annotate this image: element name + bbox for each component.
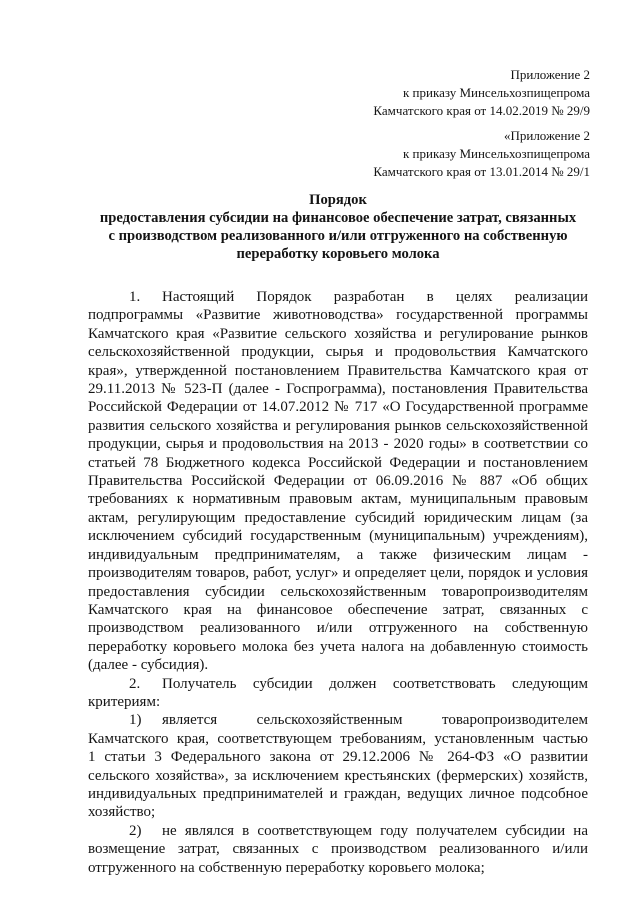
paragraph-first-line [88,675,588,693]
appendix-line: «Приложение 2 [503,128,590,143]
paragraph-line: Правительства Российской Федерации от 06.09.2016 № 887 «Об общих [88,473,588,490]
paragraph-line: развития сельского хозяйства и регулирования рынков сельскохозяйственной [88,417,588,434]
paragraph-line: (далее - субсидия). [88,657,209,674]
paragraph-line: 29.11.2013 № 523-П (далее - Госпрограмма), постановления Правительства [88,381,588,398]
paragraph-line: Настоящий Порядок разработан в целях реализации [162,289,588,305]
paragraph-line: индивидуальным предпринимателям, а также физическим лицам - [88,546,588,563]
title-line: Порядок [309,192,367,208]
title-line: с производством реализованного и/или отгруженного на собственную [108,228,568,244]
appendix-line: Приложение 2 [510,67,590,82]
criterion-number: 1) [129,712,142,729]
appendix-reference-previous [373,127,590,181]
criterion-1 [88,711,588,821]
paragraph-line: Камчатского края, соответствующем требованиям, установленным частью [88,730,588,747]
paragraph-line: края», утвержденной постановлением Правительства Камчатского края от [88,362,588,379]
paragraph-line: индивидуальных предпринимателей и граждан, ведущих личное подсобное [88,785,588,802]
paragraph-first-line [88,288,588,306]
document-body [88,288,588,877]
appendix-line: Камчатского края от 14.02.2019 № 29/9 [373,103,590,118]
paragraph-line: статьей 78 Бюджетного кодекса Российской Федерации и постановлением [88,454,588,471]
title-line: предоставления субсидии на финансовое обеспечение затрат, связанных [99,210,577,226]
paragraph-number: 2. [129,675,141,692]
criterion-number: 2) [129,822,142,839]
document-title [88,191,588,263]
paragraph-line: исключением субсидий государственным (муниципальным) учреждениям), [88,528,588,545]
paragraph-line: 1 статьи 3 Федерального закона от 29.12.2006 № 264-ФЗ «О развитии [88,749,588,766]
paragraph-line: производителям товаров, работ, услуг» и определяет цели, порядок и условия [88,565,588,582]
paragraph-line: продукции, сырья и продовольствия на 2013 - 2020 годы» в соответствии со [88,436,588,453]
criterion-2 [88,822,588,877]
paragraph-line: производством реализованного и/или отгруженного на собственную [88,620,588,637]
paragraph-line: переработку коровьего молока без учета налога на добавленную стоимость [88,638,588,655]
paragraph-line: не являлся в соответствующем году получателем субсидии на [162,822,588,839]
paragraph-line: хозяйство; [88,804,156,821]
paragraph-line: Камчатского края на финансовое обеспечение затрат, связанных с [88,601,588,618]
criterion-first-line [88,822,588,840]
paragraph-line: является сельскохозяйственным товаропроизводителем [162,712,588,729]
paragraph-line: предоставления субсидии сельскохозяйственным товаропроизводителям [88,583,588,600]
paragraph-line: отгруженного на собственную переработку коровьего молока; [88,859,485,876]
paragraph-2 [88,675,588,712]
paragraph-1 [88,288,588,675]
appendix-line: Камчатского края от 13.01.2014 № 29/1 [373,164,590,179]
paragraph-line: актам, регулирующим предоставление субсидий юридическим лицам (за [88,509,588,526]
paragraph-number: 1. [129,289,141,305]
criterion-first-line [88,711,588,729]
appendix-line: к приказу Минсельхозпищепрома [402,146,590,161]
paragraph-line: подпрограммы «Развитие животноводства» государственной программы [88,307,588,324]
appendix-line: к приказу Минсельхозпищепрома [402,85,590,100]
appendix-reference-current [373,66,590,120]
paragraph-line: Камчатского края «Развитие сельского хозяйства и регулирование рынков [88,325,588,342]
paragraph-line: сельскохозяйственной продукции, сырья и продовольствия Камчатского [88,344,588,361]
paragraph-line: сельского хозяйства», за исключением крестьянских (фермерских) хозяйств, [88,767,588,784]
title-line: переработку коровьего молока [236,246,440,262]
paragraph-line: Российской Федерации от 14.07.2012 № 717 «О Государственной программе [88,399,588,416]
paragraph-line: Получатель субсидии должен соответствовать следующим [162,675,588,692]
paragraph-line: возмещение затрат, связанных с производством реализованного и/или [88,841,588,858]
paragraph-line: критериям: [88,693,161,710]
paragraph-line: требованиях к нормативным правовым актам, муниципальным правовым [88,491,588,508]
